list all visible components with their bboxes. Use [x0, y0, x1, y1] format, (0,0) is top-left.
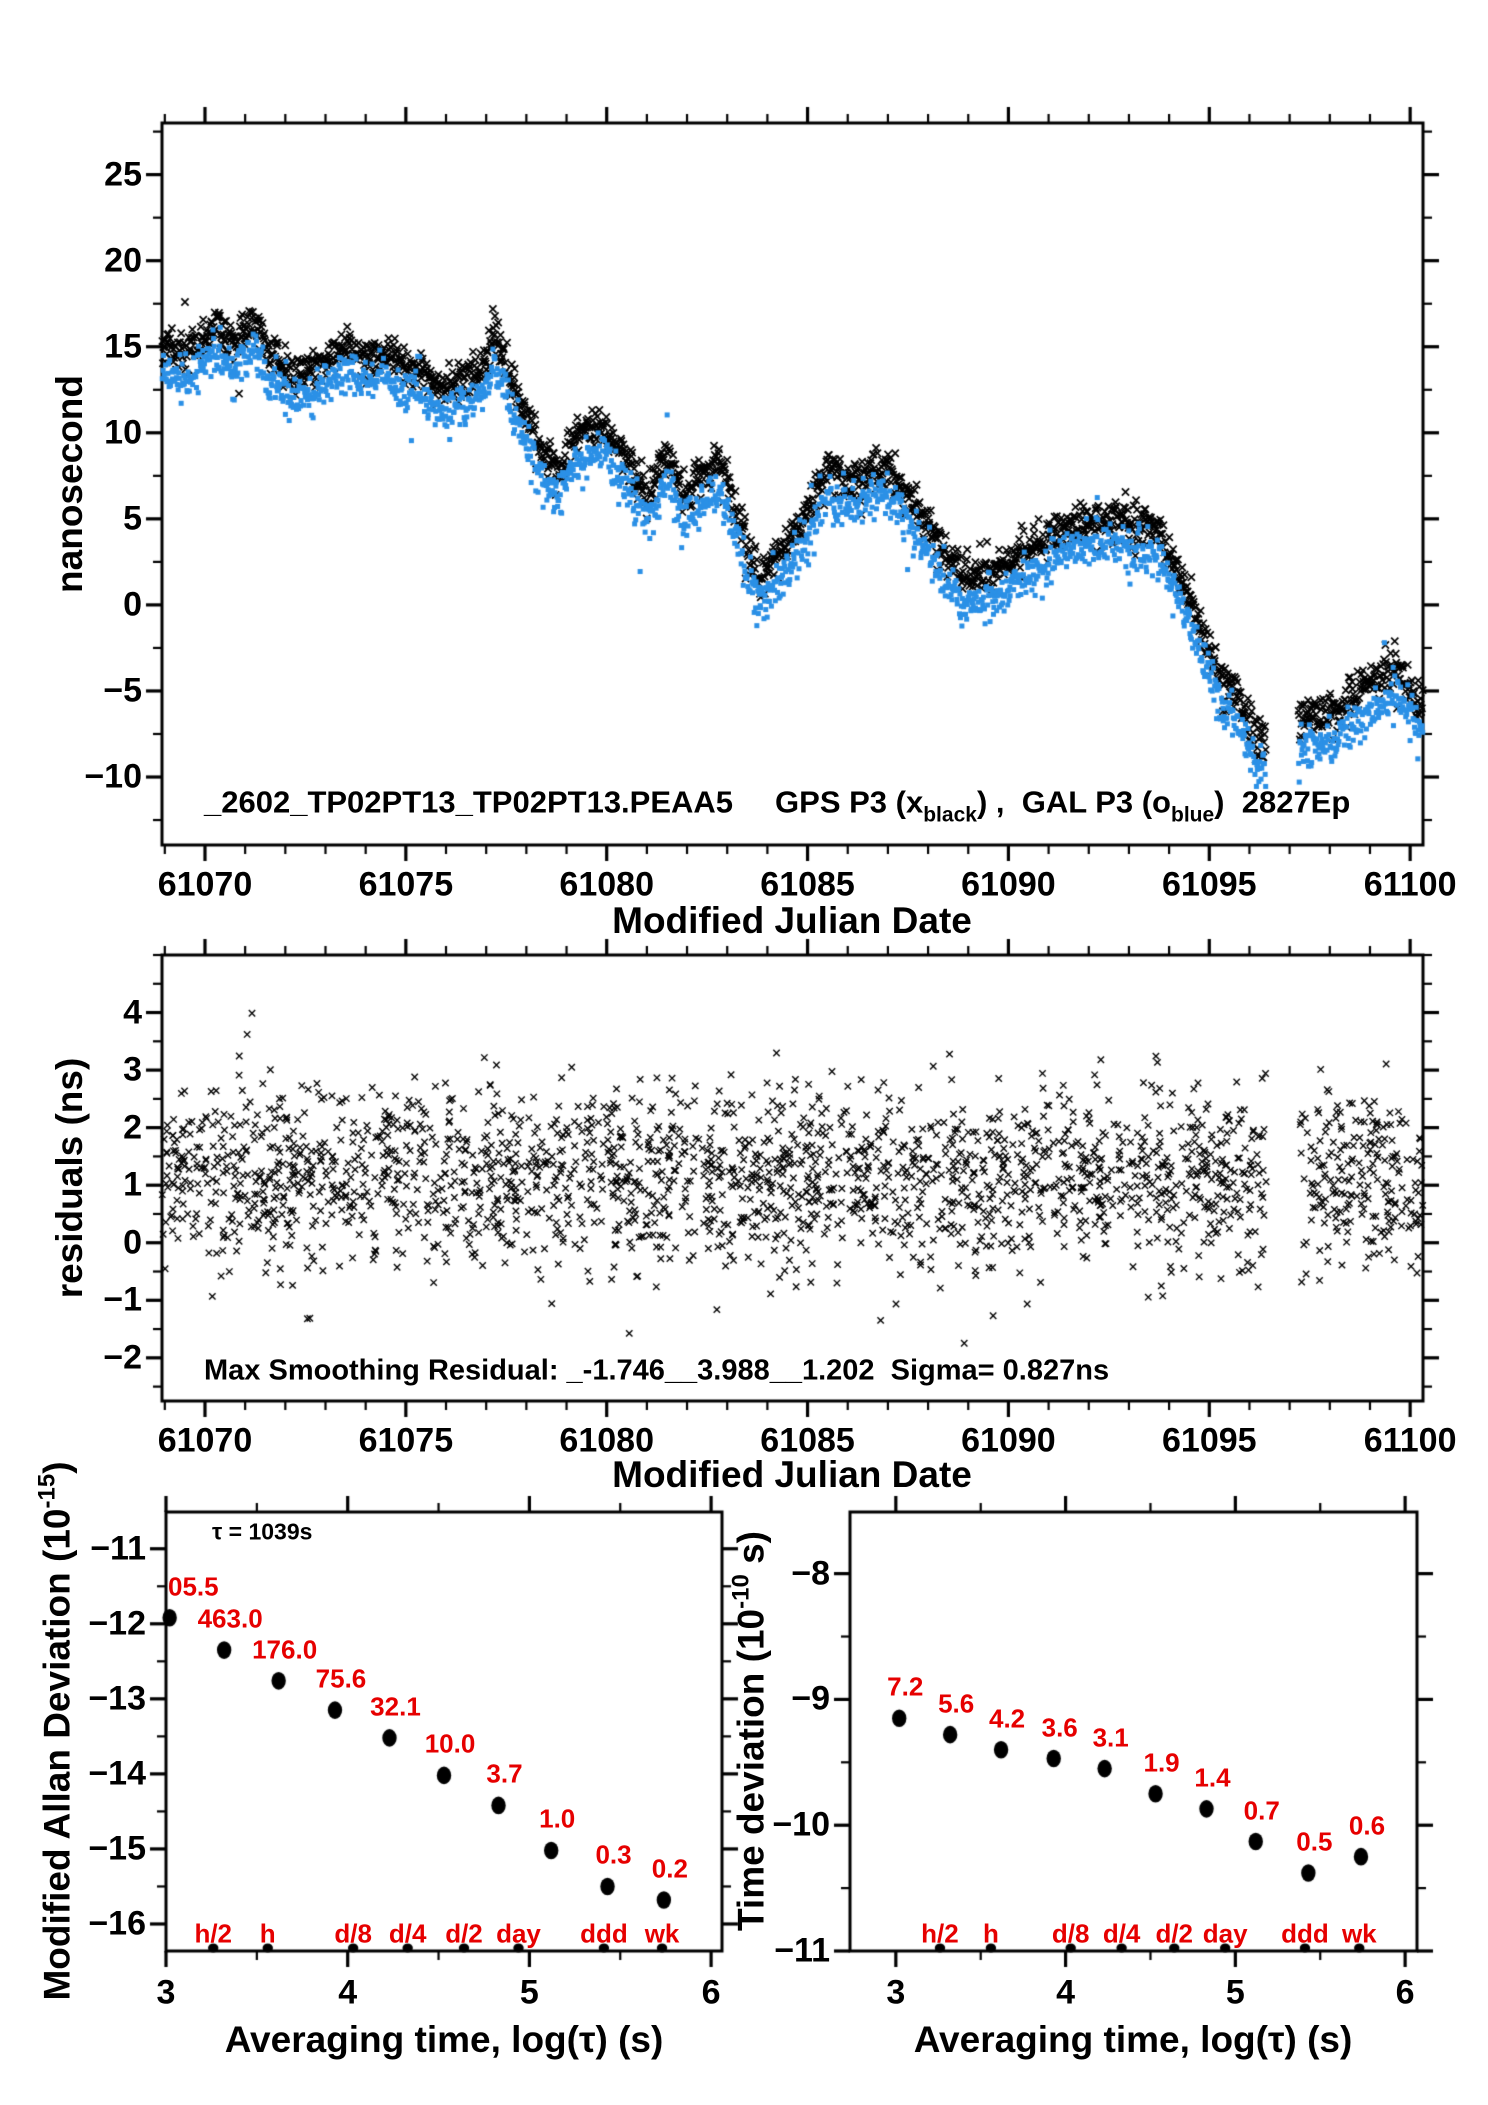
tdev-time-marker-label: wk [1341, 1918, 1377, 1949]
legend-file-id: _2602_TP02PT13_TP02PT13.PEAA5 [204, 784, 734, 820]
legend-gal-color-sub: blue [1171, 803, 1215, 827]
phase-x-tick-label: 61070 [157, 865, 253, 904]
tdev-point-value-label: 3.1 [1092, 1722, 1129, 1753]
tdev-y-tick-label: −8 [791, 1554, 830, 1593]
residuals-y-tick-label: 3 [123, 1050, 142, 1089]
mdev-x-tick-label: 3 [156, 1973, 176, 2012]
tdev-x-axis-title: Averaging time, log(τ) (s) [913, 2019, 1353, 2060]
mdev-y-axis-title-main: Modified Allan Deviation (10 [36, 1508, 78, 2001]
residuals-x-tick-label: 61100 [1363, 1421, 1457, 1460]
phase-y-tick-label: 10 [104, 413, 142, 452]
tdev-x-tick-label: 5 [1225, 1973, 1245, 2012]
mdev-y-tick-label: −16 [88, 1904, 146, 1943]
tdev-y-axis-title-exponent: -10 [727, 1574, 755, 1609]
phase-y-tick-label: −10 [84, 757, 142, 796]
mdev-time-marker-label: wk [644, 1918, 680, 1949]
mdev-y-tick-label: −12 [88, 1604, 146, 1643]
phase-x-axis-title: Modified Julian Date [612, 900, 972, 941]
tdev-y-axis-title-main: Time deviation (10 [730, 1608, 772, 1932]
tdev-point-value-label: 7.2 [887, 1671, 924, 1702]
mdev-point-value-label: 32.1 [370, 1691, 421, 1722]
residuals-x-tick-label: 61090 [961, 1421, 1056, 1460]
tdev-time-marker-label: h/2 [921, 1918, 959, 1949]
mdev-x-axis-title: Averaging time, log(τ) (s) [224, 2019, 664, 2060]
tdev-x-tick-label: 3 [886, 1973, 906, 2012]
tdev-time-marker-label: h [982, 1918, 999, 1949]
residuals-x-axis-title: Modified Julian Date [612, 1454, 972, 1495]
residuals-y-tick-label: 0 [123, 1223, 142, 1262]
residuals-y-axis-title-text: residuals (ns) [49, 1057, 90, 1299]
tdev-point-value-label: 0.5 [1296, 1826, 1333, 1857]
phase-y-axis-title: nanosecond [49, 375, 90, 593]
tdev-y-axis-title [728, 1531, 773, 1931]
mdev-y-tick-label: −15 [88, 1829, 146, 1868]
residuals-x-tick-label: 61075 [358, 1421, 454, 1460]
mdev-time-marker-label: d/4 [388, 1918, 427, 1949]
tdev-time-marker-label: d/4 [1102, 1918, 1141, 1949]
phase-x-tick-label: 61095 [1162, 865, 1257, 904]
mdev-y-axis-title-close: ) [36, 1461, 78, 1474]
mdev-tau-annotation: τ = 1039s [212, 1518, 313, 1545]
tdev-y-tick-label: −10 [772, 1805, 830, 1844]
legend-gal-series-label: ) , GAL P3 (o [976, 784, 1171, 820]
phase-x-tick-label: 61100 [1363, 865, 1457, 904]
mdev-point-value-label: 10.0 [424, 1728, 476, 1759]
phase-legend [204, 785, 1350, 828]
mdev-time-marker-label: d/8 [334, 1918, 372, 1949]
mdev-x-tick-label: 6 [701, 1973, 721, 2012]
mdev-y-tick-label: −14 [88, 1754, 146, 1793]
tdev-y-tick-label: −9 [791, 1679, 830, 1718]
tdev-x-tick-label: 4 [1056, 1973, 1076, 2012]
tdev-point-value-label: 4.2 [989, 1703, 1026, 1734]
residuals-y-tick-label: 1 [123, 1165, 142, 1204]
mdev-x-tick-label: 4 [338, 1973, 358, 2012]
mdev-y-tick-label: −11 [90, 1529, 146, 1568]
max-smoothing-residual-annotation: Max Smoothing Residual: _-1.746__3.988__1.202 Sigma= 0.827ns [204, 1354, 1110, 1387]
tdev-y-tick-label: −11 [774, 1931, 830, 1970]
mdev-point-value-label: 176.0 [252, 1634, 318, 1665]
tdev-point-value-label: 0.6 [1348, 1810, 1386, 1841]
phase-y-tick-label: 5 [123, 499, 142, 538]
mdev-point-value-label: 75.6 [315, 1663, 367, 1694]
mdev-time-marker-label: day [496, 1918, 541, 1949]
tdev-time-marker-label: d/8 [1051, 1918, 1090, 1949]
residuals-x-tick-label: 61085 [760, 1421, 855, 1460]
residuals-x-tick-label: 61070 [157, 1421, 253, 1460]
tdev-point-value-label: 1.4 [1194, 1762, 1231, 1793]
legend-gps-series-label: GPS P3 (x [775, 784, 924, 820]
mdev-time-marker-label: d/2 [445, 1918, 483, 1949]
mdev-y-axis-title [34, 1461, 79, 2000]
legend-epoch-count: ) 2827Ep [1214, 784, 1351, 820]
residuals-y-tick-label: −2 [103, 1338, 142, 1377]
residuals-y-tick-label: 4 [123, 993, 142, 1032]
tdev-point-value-label: 1.9 [1143, 1747, 1180, 1778]
mdev-x-tick-label: 5 [519, 1973, 539, 2012]
mdev-time-marker-label: ddd [580, 1918, 628, 1949]
tdev-x-tick-label: 6 [1395, 1973, 1415, 2012]
tdev-time-marker-label: d/2 [1155, 1918, 1194, 1949]
phase-x-tick-label: 61090 [961, 865, 1056, 904]
tdev-time-marker-label: day [1202, 1918, 1248, 1949]
legend-gps-color-sub: black [923, 803, 977, 827]
residuals-y-tick-label: 2 [123, 1108, 142, 1147]
tdev-point-value-label: 5.6 [938, 1688, 975, 1719]
tdev-point-value-label: 0.7 [1243, 1795, 1280, 1826]
residuals-y-tick-label: −1 [103, 1280, 142, 1319]
phase-y-tick-label: −5 [103, 671, 142, 710]
phase-y-tick-label: 20 [104, 241, 142, 280]
phase-x-tick-label: 61080 [559, 865, 654, 904]
mdev-point-value-label: 05.5 [168, 1571, 219, 1602]
mdev-time-marker-label: h [259, 1918, 276, 1949]
tdev-y-axis-title-close: s) [730, 1530, 772, 1575]
residuals-y-axis-title [49, 1058, 91, 1299]
tdev-time-marker-label: ddd [1281, 1918, 1329, 1949]
phase-y-tick-label: 0 [123, 585, 142, 624]
residuals-x-tick-label: 61080 [559, 1421, 654, 1460]
mdev-point-value-label: 3.7 [486, 1758, 523, 1789]
mdev-point-value-label: 0.2 [651, 1853, 688, 1884]
mdev-y-axis-title-exponent: -15 [33, 1473, 61, 1509]
mdev-point-value-label: 0.3 [595, 1839, 632, 1870]
mdev-time-marker-label: h/2 [194, 1918, 233, 1949]
tdev-point-value-label: 3.6 [1041, 1712, 1078, 1743]
mdev-point-value-label: 1.0 [539, 1803, 576, 1834]
mdev-y-tick-label: −13 [88, 1679, 146, 1718]
residuals-x-tick-label: 61095 [1162, 1421, 1257, 1460]
phase-y-tick-label: 15 [104, 327, 142, 366]
phase-x-tick-label: 61075 [358, 865, 454, 904]
mdev-point-value-label: 463.0 [197, 1603, 263, 1634]
phase-x-tick-label: 61085 [760, 865, 855, 904]
phase-y-tick-label: 25 [104, 155, 142, 194]
